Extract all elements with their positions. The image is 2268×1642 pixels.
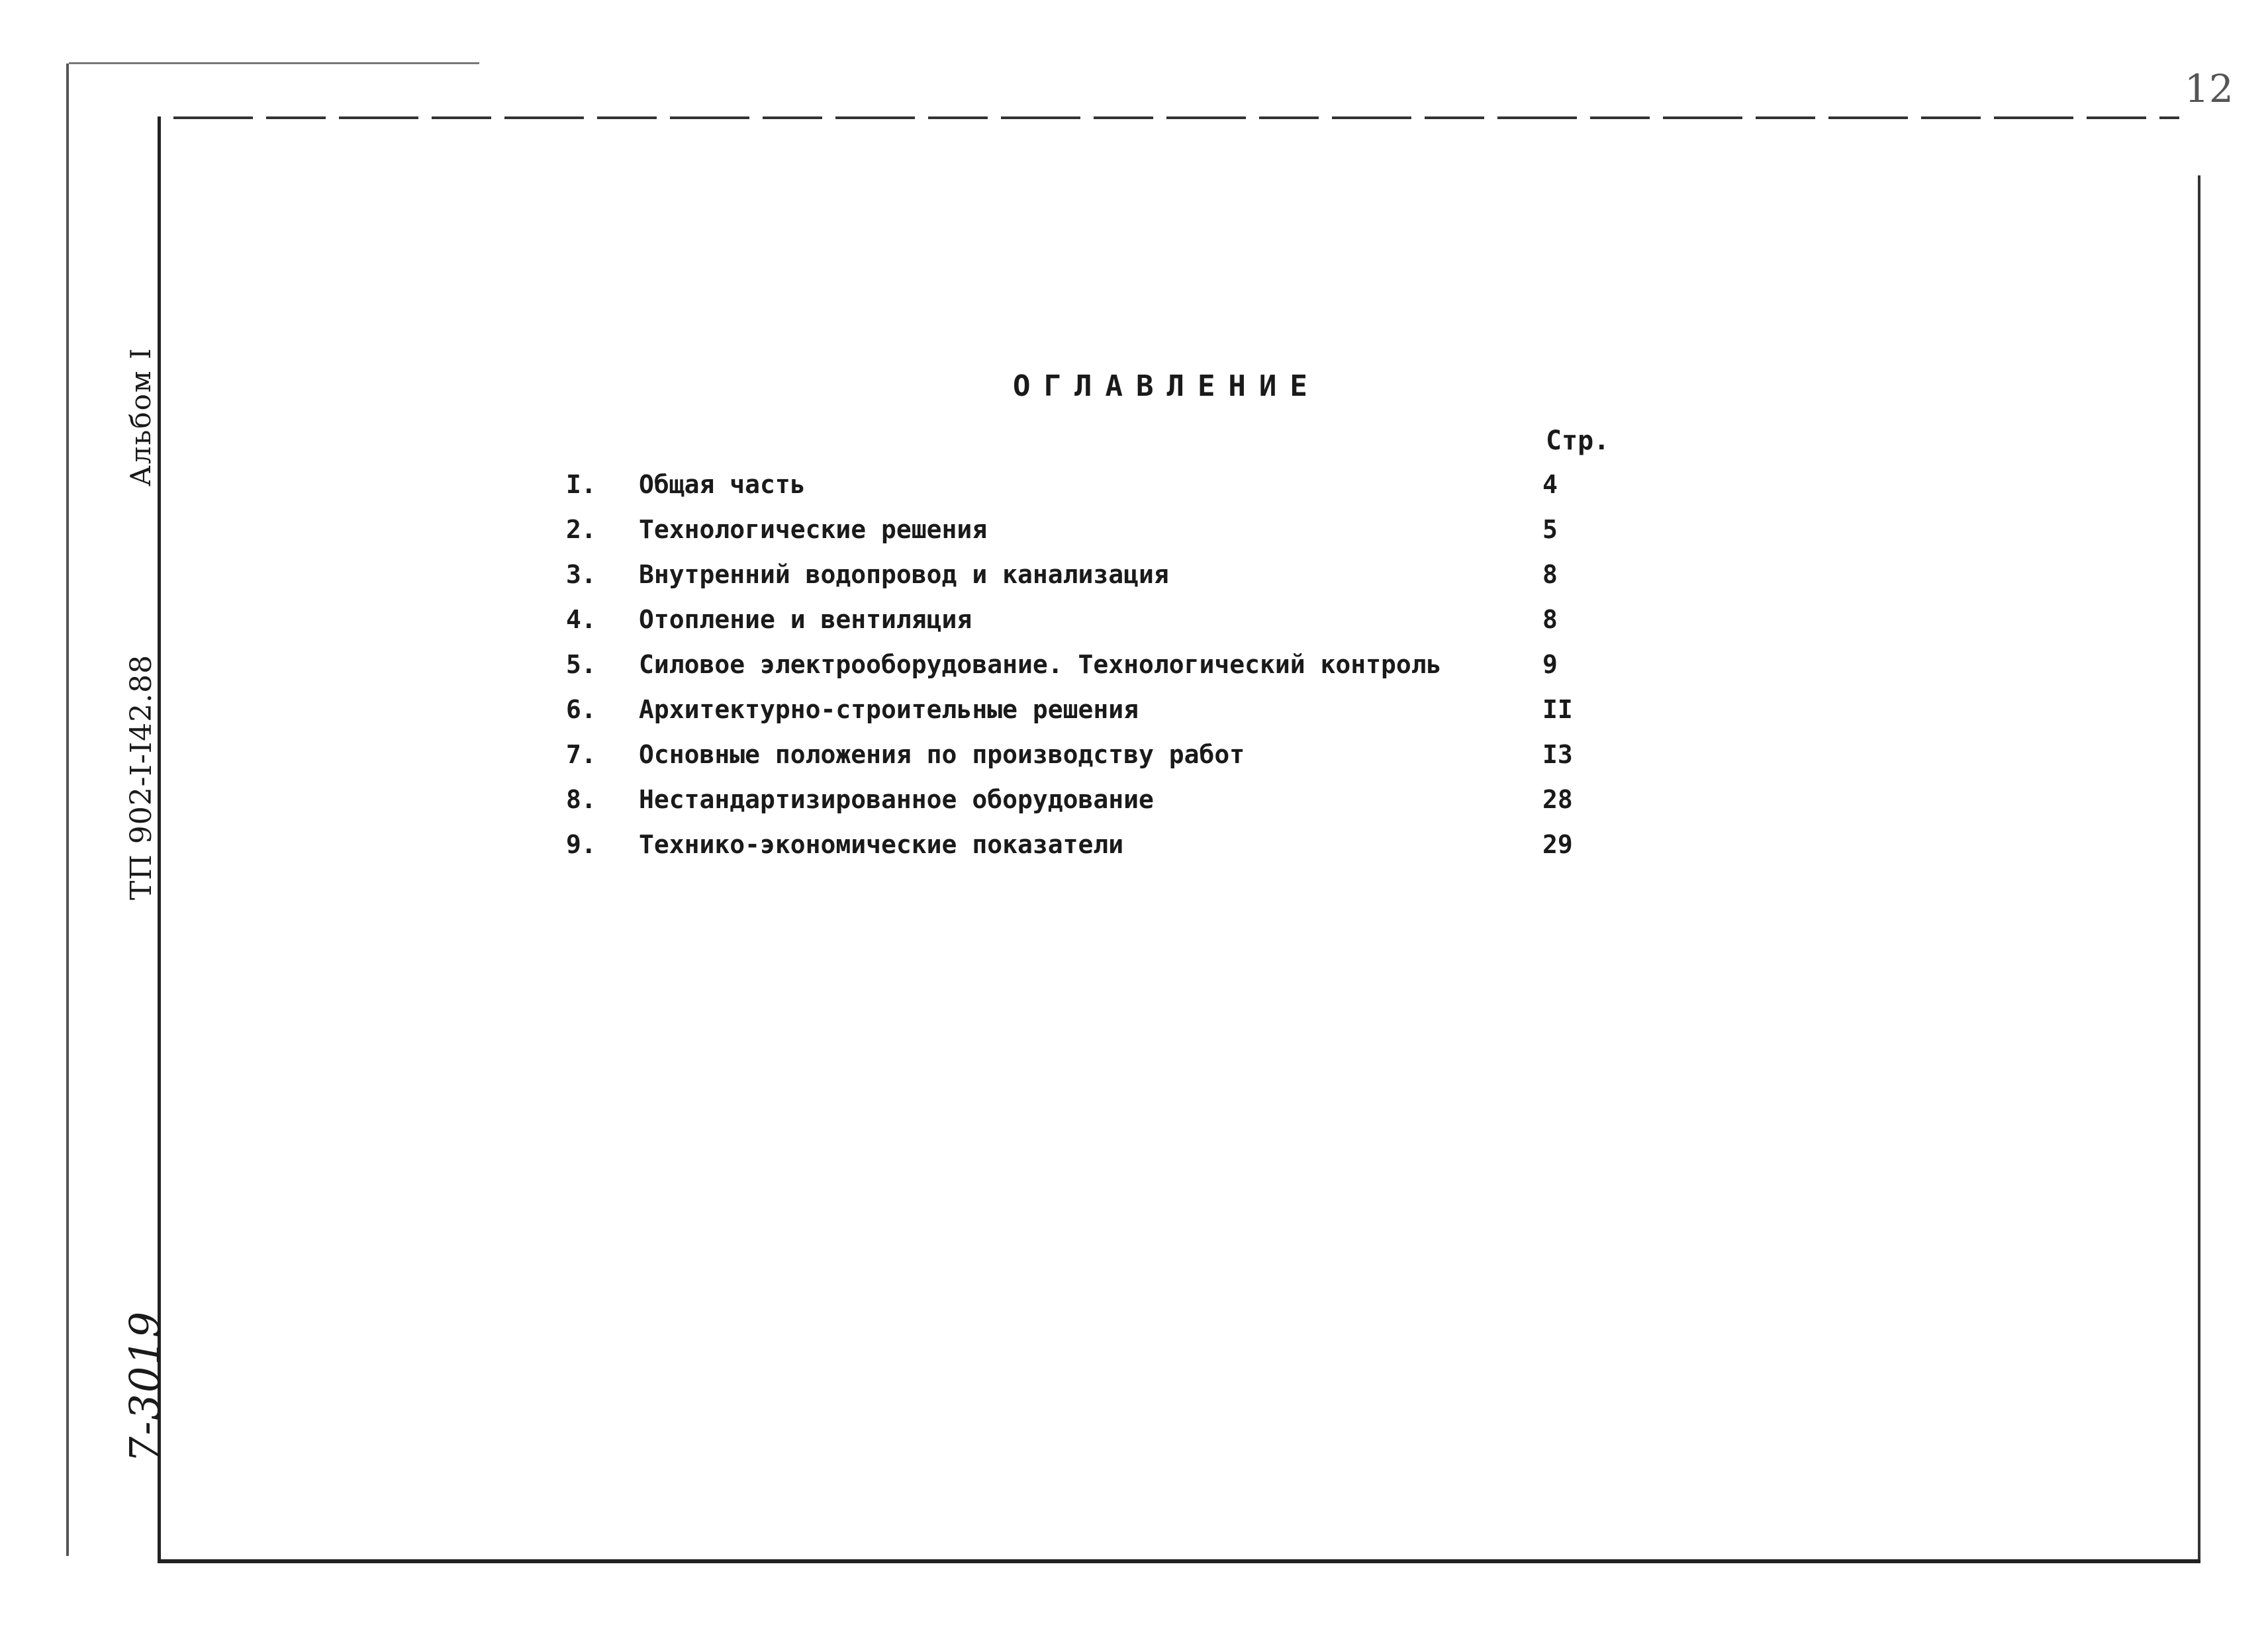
- sheet-number-mark: 12: [2185, 66, 2234, 111]
- toc-row: [566, 598, 1625, 643]
- toc-item-page: 4: [1542, 470, 1558, 499]
- toc-item-number: I.: [566, 470, 596, 499]
- toc-item-page: 8: [1542, 605, 1558, 634]
- toc-item-title: Внутренний водопровод и канализация: [639, 560, 1169, 589]
- toc-item-page: 8: [1542, 560, 1558, 589]
- frame-top-border: [173, 116, 2179, 119]
- toc-row: [566, 823, 1625, 868]
- toc-item-number: 7.: [566, 740, 596, 769]
- toc-item-number: 5.: [566, 650, 596, 679]
- toc-item-title: Силовое электрооборудование. Технологический контроль: [639, 650, 1442, 679]
- toc-item-number: 6.: [566, 695, 596, 724]
- frame-right-border: [2198, 175, 2200, 1562]
- outer-top-border: [69, 62, 479, 64]
- toc-item-number: 3.: [566, 560, 596, 589]
- toc-pages-header: Стр.: [1546, 426, 1610, 456]
- toc-item-number: 8.: [566, 785, 596, 814]
- toc-item-number: 9.: [566, 830, 596, 859]
- toc-item-page: 5: [1542, 515, 1558, 544]
- toc-item-title: Архитектурно-строительные решения: [639, 695, 1139, 724]
- toc-row: [566, 508, 1625, 553]
- toc-item-title: Технико-экономические показатели: [639, 830, 1124, 859]
- toc-row: [566, 688, 1625, 733]
- toc-title: ОГЛАВЛЕНИЕ: [1013, 369, 1321, 403]
- toc-item-number: 4.: [566, 605, 596, 634]
- project-code-stamp: ТП 902-I-I42.88: [124, 654, 158, 900]
- toc-item-title: Основные положения по производству работ: [639, 740, 1245, 769]
- toc-item-page: 9: [1542, 650, 1558, 679]
- toc-row: [566, 463, 1625, 508]
- album-stamp: Альбом I: [124, 347, 157, 486]
- toc-item-number: 2.: [566, 515, 596, 544]
- toc-item-title: Отопление и вентиляция: [639, 605, 972, 634]
- frame-bottom-border: [158, 1559, 2200, 1563]
- toc-row: [566, 778, 1625, 823]
- toc-item-page: 28: [1542, 785, 1573, 814]
- toc-item-page: 29: [1542, 830, 1573, 859]
- toc-row: [566, 643, 1625, 688]
- toc-row: [566, 553, 1625, 598]
- toc-item-title: Нестандартизированное оборудование: [639, 785, 1154, 814]
- inventory-number-handwritten: 7-3019: [120, 1310, 169, 1463]
- outer-left-border: [66, 64, 69, 1556]
- toc-item-title: Технологические решения: [639, 515, 988, 544]
- table-of-contents: [566, 463, 1625, 868]
- toc-item-page: II: [1542, 695, 1573, 724]
- toc-item-page: I3: [1542, 740, 1573, 769]
- toc-row: [566, 733, 1625, 778]
- toc-item-title: Общая часть: [639, 470, 806, 499]
